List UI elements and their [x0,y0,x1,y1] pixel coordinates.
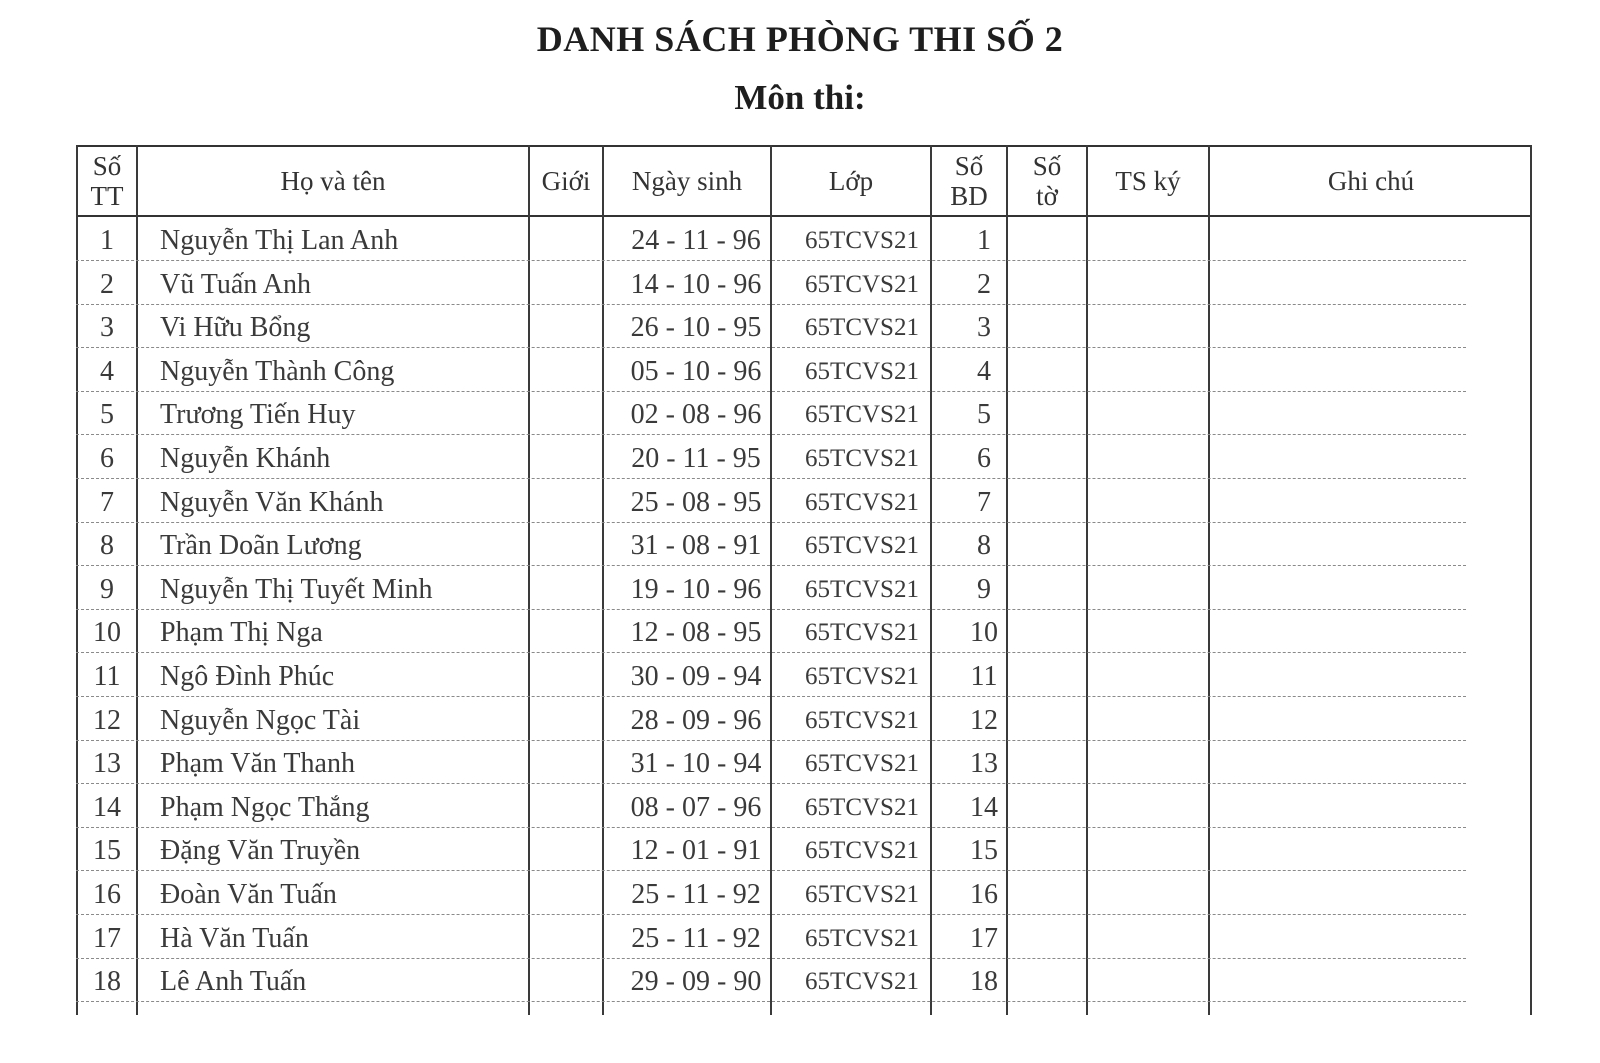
student-name: Trần Doãn Lương [160,530,362,562]
row-number: 1 [100,225,114,256]
row-number: 3 [100,312,114,344]
student-name: Đặng Văn Truyền [160,835,361,867]
date-of-birth: 05 - 10 - 96 [630,355,762,387]
header-sign: TS ký [1115,166,1181,196]
table-row [76,304,1466,348]
row-number: 8 [100,530,114,562]
candidate-number: 2 [977,268,991,300]
class-code: 65TCVS21 [805,227,919,254]
table-row [76,479,1466,523]
table-row [76,522,1466,566]
class-code: 65TCVS21 [805,663,919,690]
header-dob: Ngày sinh [631,166,743,196]
table-row [76,740,1466,784]
student-name: Nguyễn Ngọc Tài [160,704,361,736]
student-name: Phạm Văn Thanh [160,748,355,780]
student-name: Ngô Đình Phúc [160,661,335,692]
class-code: 65TCVS21 [805,445,919,472]
candidate-number: 9 [977,573,991,605]
student-name: Đoàn Văn Tuấn [160,879,337,910]
student-name: Trương Tiến Huy [160,399,356,431]
date-of-birth: 24 - 11 - 96 [631,225,761,256]
header-bd: Số BD [950,151,988,211]
date-of-birth: 14 - 10 - 96 [630,268,762,300]
row-number: 14 [93,791,121,823]
row-number: 4 [100,355,114,387]
table-header [76,145,1532,217]
row-number: 13 [93,748,121,780]
row-number: 9 [100,573,114,605]
row-number: 6 [100,443,114,474]
date-of-birth: 12 - 01 - 91 [630,835,762,867]
date-of-birth: 29 - 09 - 90 [630,966,762,998]
exam-room-table [76,145,1532,1015]
header-sheets: Số tờ [1032,151,1062,211]
class-code: 65TCVS21 [805,401,919,429]
student-name: Lê Anh Tuấn [160,966,307,998]
candidate-number: 1 [977,225,991,256]
candidate-number: 8 [977,530,991,562]
class-code: 65TCVS21 [805,837,919,865]
header-name: Họ và tên [280,166,386,196]
candidate-number: 11 [970,661,998,692]
date-of-birth: 19 - 10 - 96 [630,573,762,605]
date-of-birth: 30 - 09 - 94 [630,661,762,692]
class-code: 65TCVS21 [805,532,919,560]
row-number: 18 [93,966,121,998]
date-of-birth: 25 - 08 - 95 [630,486,762,518]
date-of-birth: 25 - 11 - 92 [631,922,761,954]
student-name: Nguyễn Văn Khánh [160,486,384,518]
row-number: 11 [93,661,121,692]
student-name: Phạm Thị Nga [160,617,323,649]
row-number: 17 [93,922,121,954]
row-number: 10 [93,617,121,649]
table-row [76,915,1466,959]
class-code: 65TCVS21 [805,575,919,603]
table-row [76,653,1466,697]
exam-subject-label: Môn thi: [734,78,866,117]
candidate-number: 3 [977,312,991,344]
class-code: 65TCVS21 [805,270,919,298]
table-row [76,958,1466,1002]
table-row [76,784,1466,828]
candidate-number: 7 [977,486,991,518]
student-name: Vi Hữu Bổng [160,312,311,344]
candidate-number: 16 [970,879,998,910]
header-class: Lớp [828,166,874,196]
student-name: Vũ Tuấn Anh [160,268,311,300]
row-number: 12 [93,704,121,736]
student-name: Nguyễn Thành Công [160,355,395,387]
class-code: 65TCVS21 [805,357,919,385]
header-stt: Số TT [90,151,124,211]
class-code: 65TCVS21 [805,924,919,952]
student-name: Nguyễn Khánh [160,443,331,474]
candidate-number: 15 [970,835,998,867]
class-code: 65TCVS21 [805,750,919,778]
row-number: 5 [100,399,114,431]
date-of-birth: 31 - 10 - 94 [630,748,762,780]
candidate-number: 17 [970,922,998,954]
class-code: 65TCVS21 [805,619,919,647]
class-code: 65TCVS21 [805,881,919,908]
table-row [76,827,1466,871]
table-row [76,697,1466,741]
student-name: Hà Văn Tuấn [160,922,309,954]
class-code: 65TCVS21 [805,706,919,734]
table-row [76,609,1466,653]
class-code: 65TCVS21 [805,488,919,516]
date-of-birth: 20 - 11 - 95 [631,443,761,474]
date-of-birth: 31 - 08 - 91 [630,530,762,562]
date-of-birth: 25 - 11 - 92 [631,879,761,910]
student-name: Nguyễn Thị Tuyết Minh [160,573,433,605]
student-name: Phạm Ngọc Thắng [160,791,370,823]
table-row [76,435,1466,479]
row-number: 2 [100,268,114,300]
candidate-number: 4 [977,355,991,387]
table-row [76,391,1466,435]
date-of-birth: 26 - 10 - 95 [630,312,762,344]
col-divider [1530,145,1532,1015]
table-row [76,348,1466,392]
date-of-birth: 28 - 09 - 96 [630,704,762,736]
date-of-birth: 12 - 08 - 95 [630,617,762,649]
table-row [76,871,1466,915]
date-of-birth: 02 - 08 - 96 [630,399,762,431]
header-gender: Giới [541,166,591,196]
date-of-birth: 08 - 07 - 96 [630,791,762,823]
class-code: 65TCVS21 [805,314,919,342]
candidate-number: 12 [970,704,998,736]
table-row [76,566,1466,610]
row-number: 16 [93,879,121,910]
row-number: 15 [93,835,121,867]
candidate-number: 14 [970,791,998,823]
document-title: DANH SÁCH PHÒNG THI SỐ 2 [536,19,1064,59]
table-row [76,261,1466,305]
candidate-number: 10 [970,617,998,649]
candidate-number: 13 [970,748,998,780]
candidate-number: 18 [970,966,998,998]
row-number: 7 [100,486,114,518]
class-code: 65TCVS21 [805,968,919,996]
candidate-number: 6 [977,443,991,474]
student-name: Nguyễn Thị Lan Anh [160,225,399,256]
table-row [76,217,1466,261]
candidate-number: 5 [977,399,991,431]
header-note: Ghi chú [1327,166,1415,196]
class-code: 65TCVS21 [805,793,919,821]
